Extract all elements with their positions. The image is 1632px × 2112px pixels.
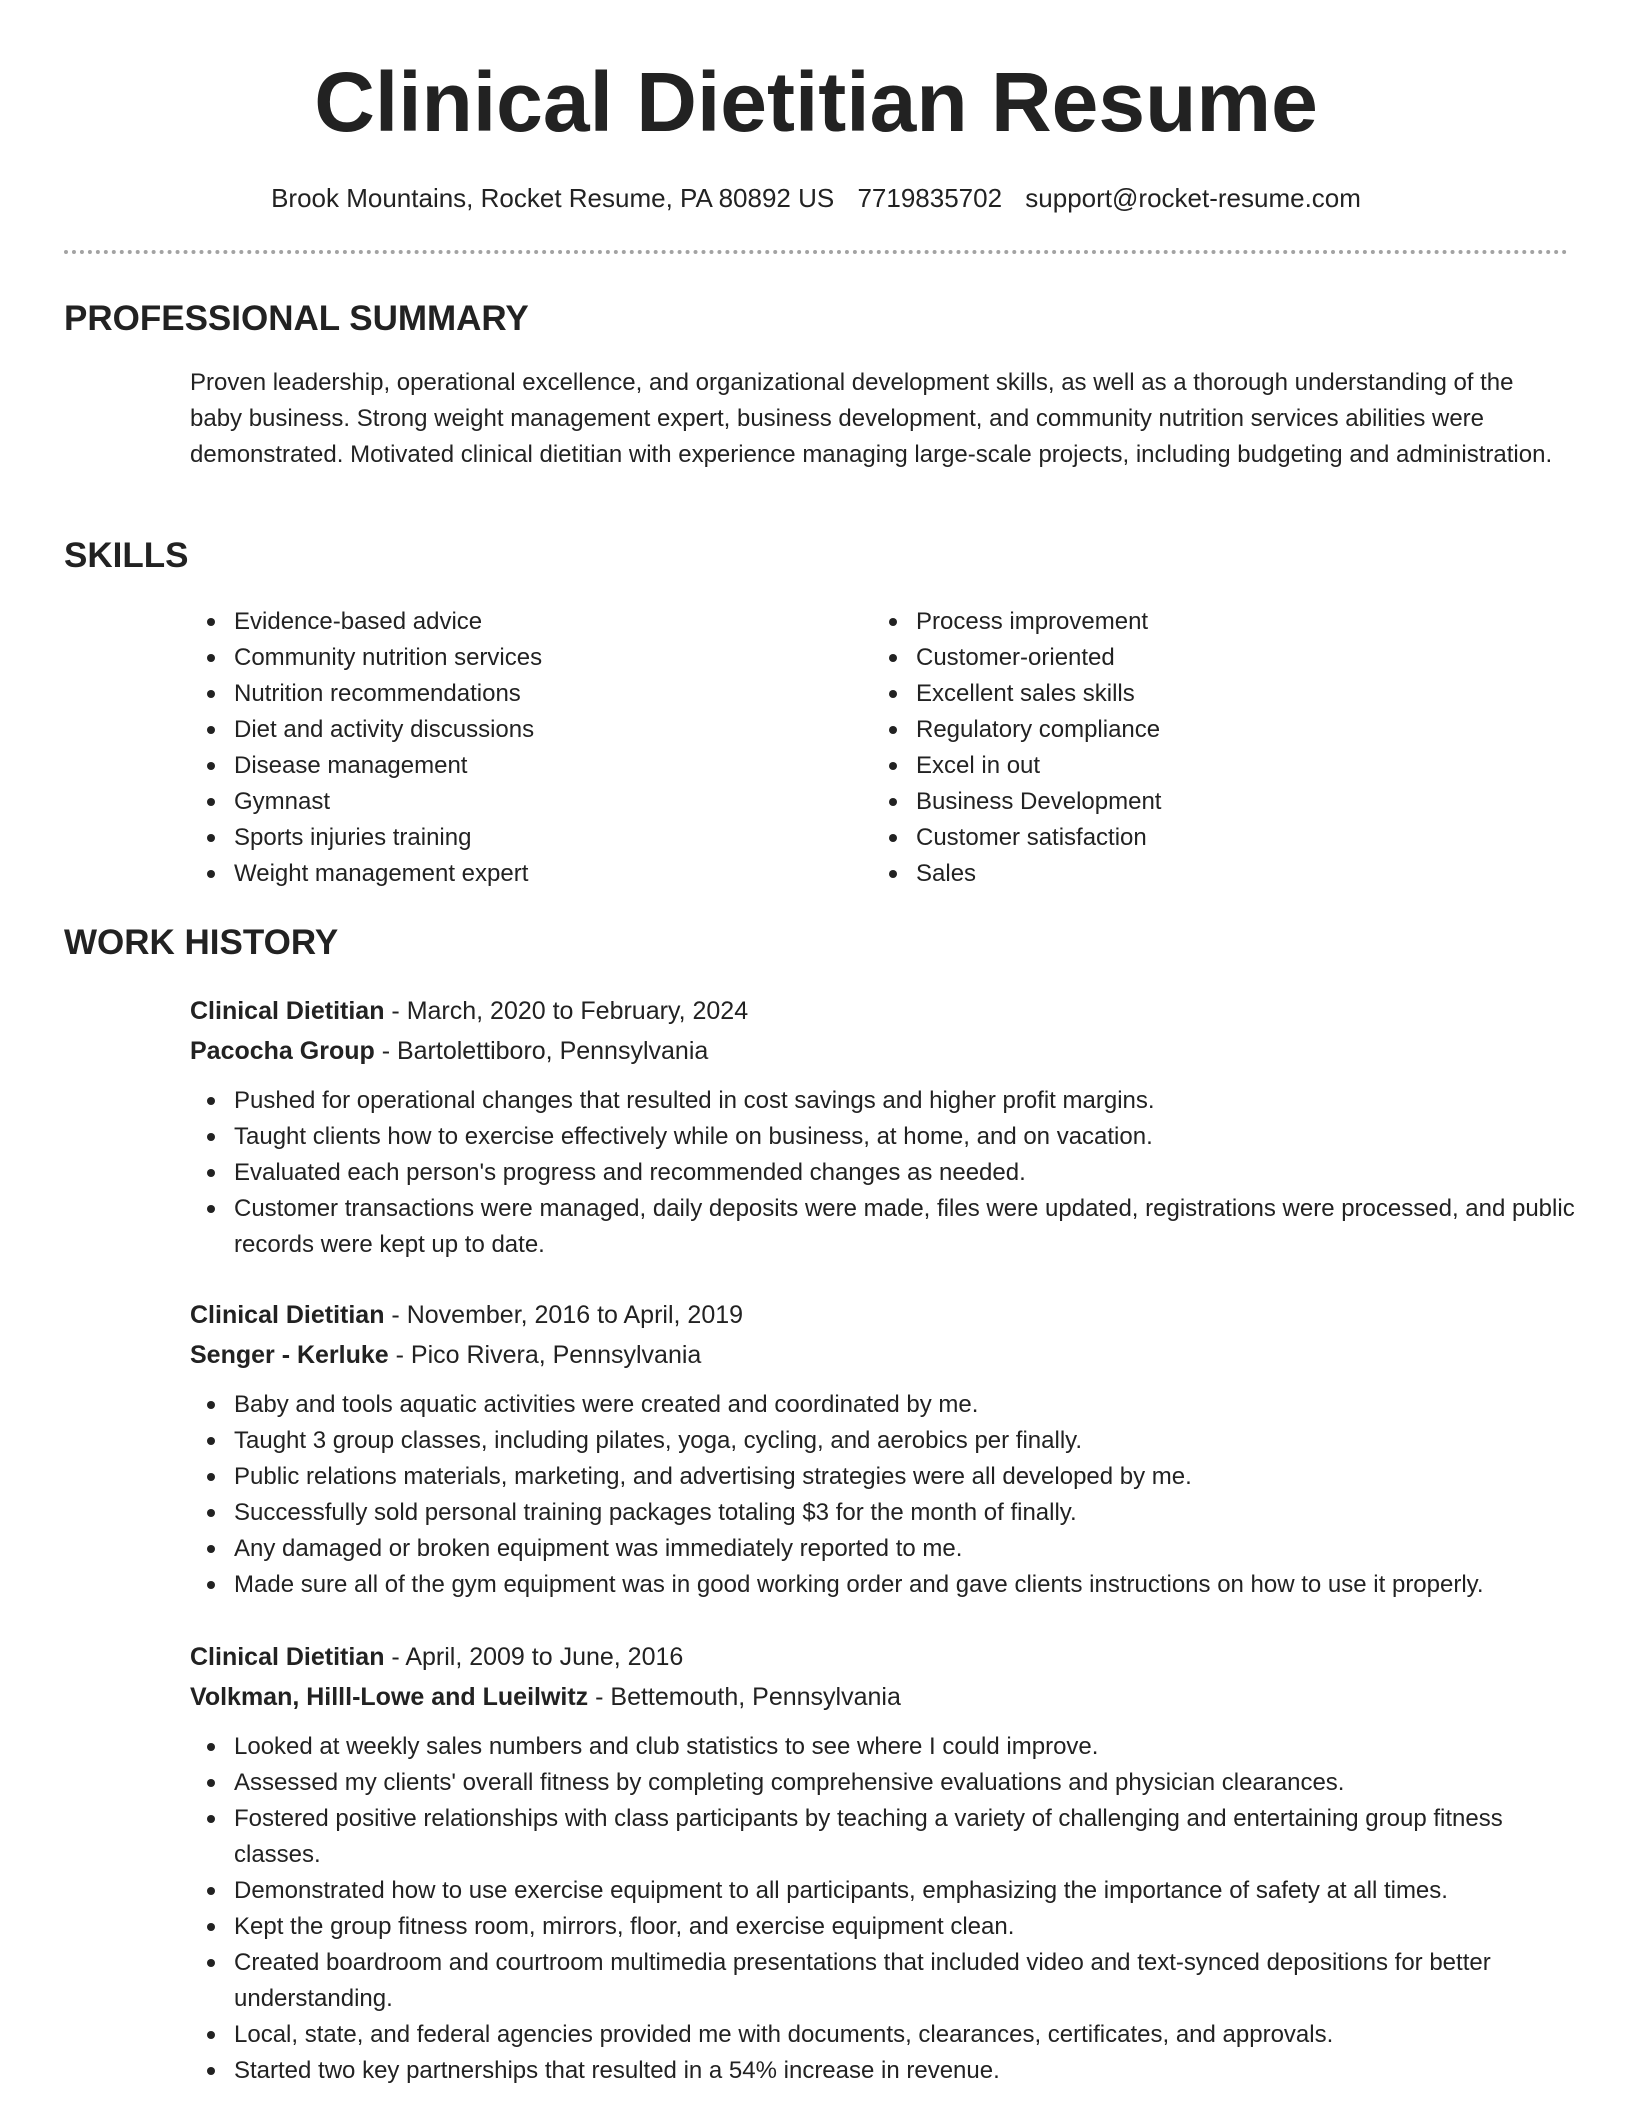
- job-title: Clinical Dietitian: [190, 1301, 385, 1329]
- duty-item: Kept the group fitness room, mirrors, floor, and exercise equipment clean.: [234, 1909, 1580, 1945]
- duty-item: Public relations materials, marketing, and advertising strategies were all developed by me.: [234, 1459, 1580, 1495]
- skills-list-left: [190, 604, 854, 892]
- job-title: Clinical Dietitian: [190, 997, 385, 1025]
- skill-item: Customer-oriented: [916, 640, 1556, 676]
- job-dates: - March, 2020 to February, 2024: [384, 997, 749, 1025]
- resume-title: Clinical Dietitian Resume: [314, 55, 1318, 149]
- summary-text: Proven leadership, operational excellence, and organizational development skills, as well as a thorough understanding of the baby business. Strong weight management expert, business development, and community nutrition services abilities were demonstrated. Motivated clinical dietitian with experience managing large-scale projects, including budgeting and administration.: [190, 369, 1553, 468]
- skill-item: Weight management expert: [234, 856, 854, 892]
- skills-heading: SKILLS: [64, 536, 189, 575]
- job-duties: [190, 1083, 1580, 1263]
- skill-item: Evidence-based advice: [234, 604, 854, 640]
- skill-item: Excel in out: [916, 748, 1556, 784]
- duty-item: Demonstrated how to use exercise equipment to all participants, emphasizing the importance of safety at all times.: [234, 1873, 1580, 1909]
- skill-item: Business Development: [916, 784, 1556, 820]
- duty-item: Made sure all of the gym equipment was in good working order and gave clients instructions on how to use it properly.: [234, 1567, 1580, 1603]
- duty-item: Looked at weekly sales numbers and club statistics to see where I could improve.: [234, 1729, 1580, 1765]
- duty-item: Taught clients how to exercise effectively while on business, at home, and on vacation.: [234, 1119, 1580, 1155]
- skill-item: Disease management: [234, 748, 854, 784]
- duty-item: Customer transactions were managed, daily deposits were made, files were updated, registrations were processed, and public records were kept up to date.: [234, 1191, 1580, 1263]
- skill-item: Gymnast: [234, 784, 854, 820]
- job-title-line: [190, 1637, 1580, 1677]
- duty-item: Assessed my clients' overall fitness by completing comprehensive evaluations and physician clearances.: [234, 1765, 1580, 1801]
- job-duties: [190, 1387, 1580, 1603]
- job-dates: - November, 2016 to April, 2019: [384, 1301, 744, 1329]
- job-entry: [190, 1295, 1580, 1603]
- skill-item: Customer satisfaction: [916, 820, 1556, 856]
- duty-item: Fostered positive relationships with class participants by teaching a variety of challenging and entertaining group fitness classes.: [234, 1801, 1580, 1873]
- job-title-line: [190, 1295, 1580, 1335]
- duty-item: Local, state, and federal agencies provided me with documents, clearances, certificates, and approvals.: [234, 2017, 1580, 2053]
- skill-item: Nutrition recommendations: [234, 676, 854, 712]
- contact-email: support@rocket-resume.com: [1025, 183, 1361, 213]
- skill-item: Excellent sales skills: [916, 676, 1556, 712]
- job-company: Pacocha Group: [190, 1037, 375, 1065]
- duty-item: Successfully sold personal training packages totaling $3 for the month of finally.: [234, 1495, 1580, 1531]
- duty-item: Pushed for operational changes that resulted in cost savings and higher profit margins.: [234, 1083, 1580, 1119]
- skill-item: Community nutrition services: [234, 640, 854, 676]
- job-location: - Pico Rivera, Pennsylvania: [388, 1341, 702, 1369]
- job-title-line: [190, 991, 1580, 1031]
- duty-item: Baby and tools aquatic activities were created and coordinated by me.: [234, 1387, 1580, 1423]
- duty-item: Started two key partnerships that resulted in a 54% increase in revenue.: [234, 2053, 1580, 2089]
- duty-item: Any damaged or broken equipment was immediately reported to me.: [234, 1531, 1580, 1567]
- work-history-heading: WORK HISTORY: [64, 923, 339, 962]
- contact-address: Brook Mountains, Rocket Resume, PA 80892 US: [271, 183, 835, 213]
- job-company: Senger - Kerluke: [190, 1341, 389, 1369]
- job-company-line: [190, 1677, 1580, 1717]
- job-location: - Bartolettiboro, Pennsylvania: [374, 1037, 709, 1065]
- job-duties: [190, 1729, 1580, 2089]
- job-entry: [190, 991, 1580, 1263]
- skills-list-right: [872, 604, 1556, 892]
- contact-phone: 7719835702: [857, 183, 1003, 213]
- skill-item: Sports injuries training: [234, 820, 854, 856]
- contact-line: [0, 180, 1632, 216]
- job-company-line: [190, 1031, 1580, 1071]
- job-company: Volkman, Hilll-Lowe and Lueilwitz: [190, 1683, 589, 1711]
- duty-item: Created boardroom and courtroom multimedia presentations that included video and text-synced depositions for better understanding.: [234, 1945, 1580, 2017]
- duty-item: Taught 3 group classes, including pilates, yoga, cycling, and aerobics per finally.: [234, 1423, 1580, 1459]
- header-divider: [64, 250, 1568, 254]
- skill-item: Regulatory compliance: [916, 712, 1556, 748]
- skill-item: Diet and activity discussions: [234, 712, 854, 748]
- summary-heading: PROFESSIONAL SUMMARY: [64, 299, 529, 338]
- job-dates: - April, 2009 to June, 2016: [384, 1643, 684, 1671]
- job-location: - Bettemouth, Pennsylvania: [588, 1683, 901, 1711]
- job-company-line: [190, 1335, 1580, 1375]
- job-title: Clinical Dietitian: [190, 1643, 385, 1671]
- duty-item: Evaluated each person's progress and recommended changes as needed.: [234, 1155, 1580, 1191]
- skill-item: Sales: [916, 856, 1556, 892]
- skill-item: Process improvement: [916, 604, 1556, 640]
- job-entry: [190, 1637, 1580, 2089]
